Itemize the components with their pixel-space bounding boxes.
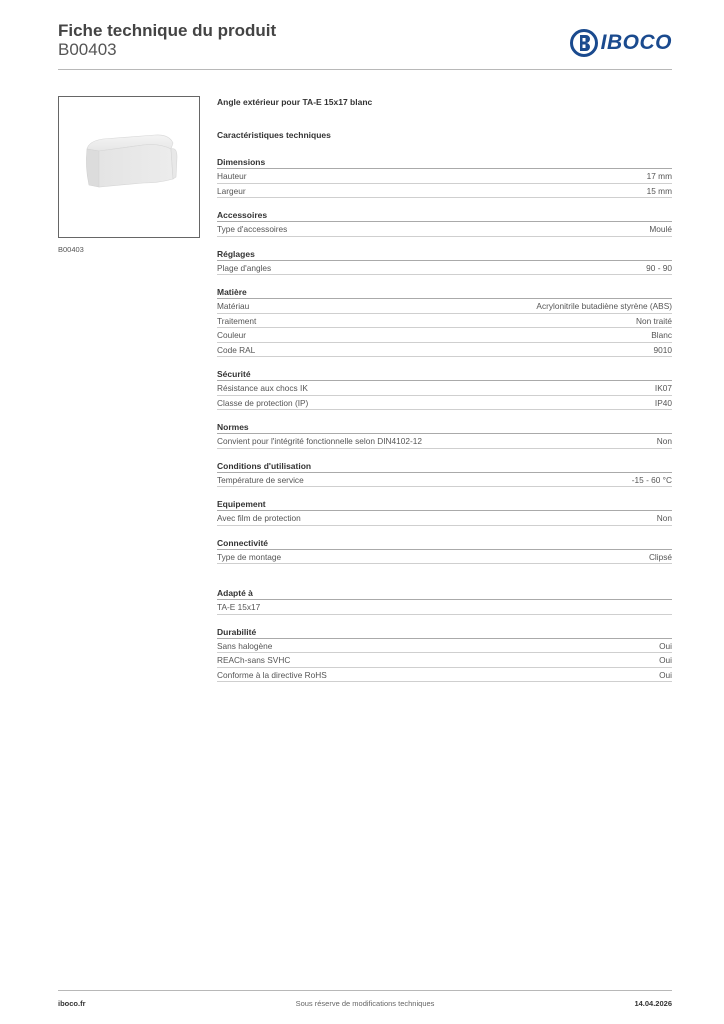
spec-group <box>217 536 672 565</box>
spec-label: Couleur <box>217 330 247 340</box>
footer-website: iboco.fr <box>58 999 86 1008</box>
spec-label: Plage d'angles <box>217 262 272 273</box>
spec-label: TA-E 15x17 <box>217 602 261 612</box>
spec-row <box>217 600 672 615</box>
page-header <box>58 20 672 70</box>
spec-value: 90 - 90 <box>646 262 672 273</box>
spec-value: -15 - 60 °C <box>631 474 672 485</box>
footer-date: 14.04.2026 <box>634 999 672 1008</box>
spec-group <box>217 459 672 488</box>
spec-row <box>217 299 672 314</box>
spec-label: Type d'accessoires <box>217 224 288 234</box>
spec-group <box>217 208 672 237</box>
product-name: Angle extérieur pour TA-E 15x17 blanc <box>217 97 373 107</box>
product-angle-image <box>59 97 199 237</box>
specifications <box>217 96 672 682</box>
brand-logo <box>570 27 672 59</box>
spec-label: Largeur <box>217 185 246 196</box>
spec-group-title: Sécurité <box>217 367 672 381</box>
adapted-title: Adapté à <box>217 586 672 600</box>
spec-value: 17 mm <box>646 171 672 181</box>
spec-value: Moulé <box>649 224 672 234</box>
spec-row <box>217 434 672 449</box>
spec-group-title: Dimensions <box>217 155 672 169</box>
document-title: Fiche technique du produit <box>58 21 277 40</box>
spec-group-title: Accessoires <box>217 208 672 222</box>
spec-value: IP40 <box>654 397 672 408</box>
spec-row <box>217 511 672 526</box>
spec-label: Matériau <box>217 301 250 311</box>
spec-row <box>217 396 672 411</box>
spec-group-title: Conditions d'utilisation <box>217 459 672 473</box>
spec-value: IK07 <box>654 383 672 393</box>
spec-groups <box>217 155 672 564</box>
spec-value: Non <box>656 436 672 446</box>
spec-group <box>217 420 672 449</box>
spec-row <box>217 550 672 565</box>
spec-group-title: Connectivité <box>217 536 672 550</box>
spec-value: Blanc <box>651 330 672 340</box>
spec-value: Non traité <box>636 315 672 326</box>
spec-value: Oui <box>659 669 672 680</box>
spec-group <box>217 247 672 276</box>
spec-label: Convient pour l'intégrité fonctionnelle selon DIN4102-12 <box>217 436 422 446</box>
spec-group <box>217 285 672 357</box>
spec-label: Traitement <box>217 315 257 326</box>
spec-label: Type de montage <box>217 551 282 562</box>
durability-title: Durabilité <box>217 625 672 639</box>
adapted-section <box>217 586 672 615</box>
spec-label: Hauteur <box>217 171 247 181</box>
spec-row <box>217 184 672 199</box>
spec-value: Oui <box>659 655 672 665</box>
spec-group <box>217 155 672 198</box>
durability-section <box>217 625 672 683</box>
spec-row <box>217 261 672 276</box>
spec-label: Résistance aux chocs IK <box>217 383 308 393</box>
spec-label: Température de service <box>217 474 304 485</box>
product-image <box>58 96 200 238</box>
spec-label: Classe de protection (IP) <box>217 397 309 408</box>
spec-value: Oui <box>659 640 672 651</box>
spec-group-title: Equipement <box>217 497 672 511</box>
spec-group <box>217 497 672 526</box>
spec-row <box>217 314 672 329</box>
spec-row <box>217 668 672 683</box>
spec-row <box>217 222 672 237</box>
iboco-logo-icon <box>570 28 598 58</box>
spec-label: Avec film de protection <box>217 513 301 523</box>
spec-label: REACh-sans SVHC <box>217 655 291 665</box>
spec-group-title: Normes <box>217 420 672 434</box>
spec-value: 15 mm <box>646 185 672 196</box>
spec-group-title: Réglages <box>217 247 672 261</box>
spec-row <box>217 653 672 668</box>
spec-group-title: Matière <box>217 285 672 299</box>
product-code: B00403 <box>58 40 117 59</box>
spec-row <box>217 639 672 654</box>
spec-row <box>217 343 672 358</box>
spec-row <box>217 169 672 184</box>
logo-wordmark: IBOCO <box>600 31 672 54</box>
spec-group <box>217 367 672 410</box>
spec-row <box>217 381 672 396</box>
page-footer <box>58 990 672 1014</box>
footer-disclaimer: Sous réserve de modifications techniques <box>295 999 435 1008</box>
spec-value: Acrylonitrile butadiène styrène (ABS) <box>536 301 672 311</box>
spec-row <box>217 473 672 488</box>
spec-value: Clipsé <box>648 551 672 562</box>
spec-value: 9010 <box>653 344 672 355</box>
specifications-heading: Caractéristiques techniques <box>217 130 331 140</box>
spec-value: Non <box>656 513 672 523</box>
spec-label: Code RAL <box>217 344 256 355</box>
image-caption: B00403 <box>58 245 84 254</box>
spec-label: Sans halogène <box>217 640 273 651</box>
spec-row <box>217 328 672 343</box>
spec-label: Conforme à la directive RoHS <box>217 669 327 680</box>
